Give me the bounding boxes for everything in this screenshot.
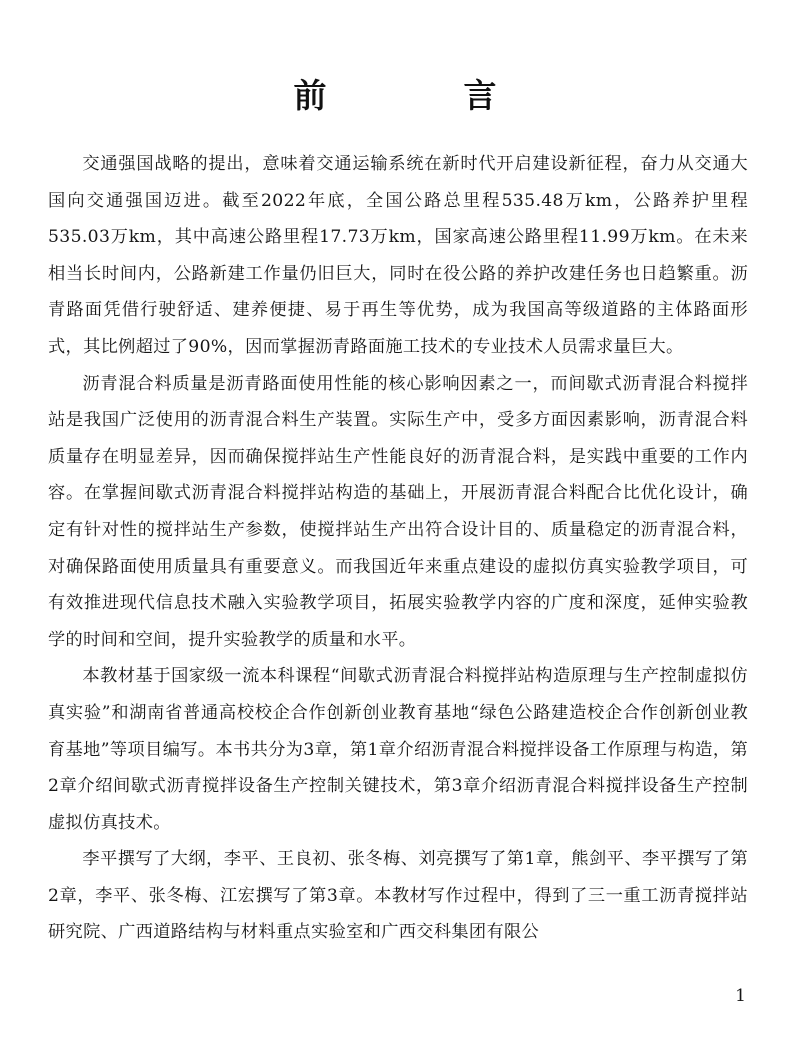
paragraph-3: 本教材基于国家级一流本科课程“间歇式沥青混合料搅拌站构造原理与生产控制虚拟仿真实验”和湖南省普通高校校企合作创新创业教育基地“绿色公路建造校企合作创新创业教育基地”等项目编写。本书共分为3章，第1章介绍沥青混合料搅拌设备工作原理与构造，第2章介绍间歇式沥青搅拌设备生产控制关键技术，第3章介绍沥青混合料搅拌设备生产控制虚拟仿真技术。 (48, 666, 748, 833)
page-number: 1 (735, 986, 746, 1006)
page-title: 前 言 (293, 76, 549, 115)
body-text (48, 146, 748, 951)
paragraph-4: 李平撰写了大纲，李平、王良初、张冬梅、刘亮撰写了第1章，熊剑平、李平撰写了第2章，李平、张冬梅、江宏撰写了第3章。本教材写作过程中，得到了三一重工沥青搅拌站研究院、广西道路结构与材料重点实验室和广西交科集团有限公 (48, 849, 748, 943)
paragraph-2: 沥青混合料质量是沥青路面使用性能的核心影响因素之一，而间歇式沥青混合料搅拌站是我国广泛使用的沥青混合料生产装置。实际生产中，受多方面因素影响，沥青混合料质量存在明显差异，因而确保搅拌站生产性能良好的沥青混合料，是实践中重要的工作内容。在掌握间歇式沥青混合料搅拌站构造的基础上，开展沥青混合料配合比优化设计，确定有针对性的搅拌站生产参数，使搅拌站生产出符合设计目的、质量稳定的沥青混合料，对确保路面使用质量具有重要意义。而我国近年来重点建设的虚拟仿真实验教学项目，可有效推进现代信息技术融入实验教学项目，拓展实验教学内容的广度和深度，延伸实验教学的时间和空间，提升实验教学的质量和水平。 (48, 373, 748, 650)
paragraph-1: 交通强国战略的提出，意味着交通运输系统在新时代开启建设新征程，奋力从交通大国向交通强国迈进。截至2022年底，全国公路总里程535.48万km，公路养护里程535.03万km，其中高速公路里程17.73万km，国家高速公路里程11.99万km。在未来相当长时间内，公路新建工作量仍旧巨大，同时在役公路的养护改建任务也日趋繁重。沥青路面凭借行驶舒适、建养便捷、易于再生等优势，成为我国高等级道路的主体路面形式，其比例超过了90%，因而掌握沥青路面施工技术的专业技术人员需求量巨大。 (48, 154, 748, 357)
